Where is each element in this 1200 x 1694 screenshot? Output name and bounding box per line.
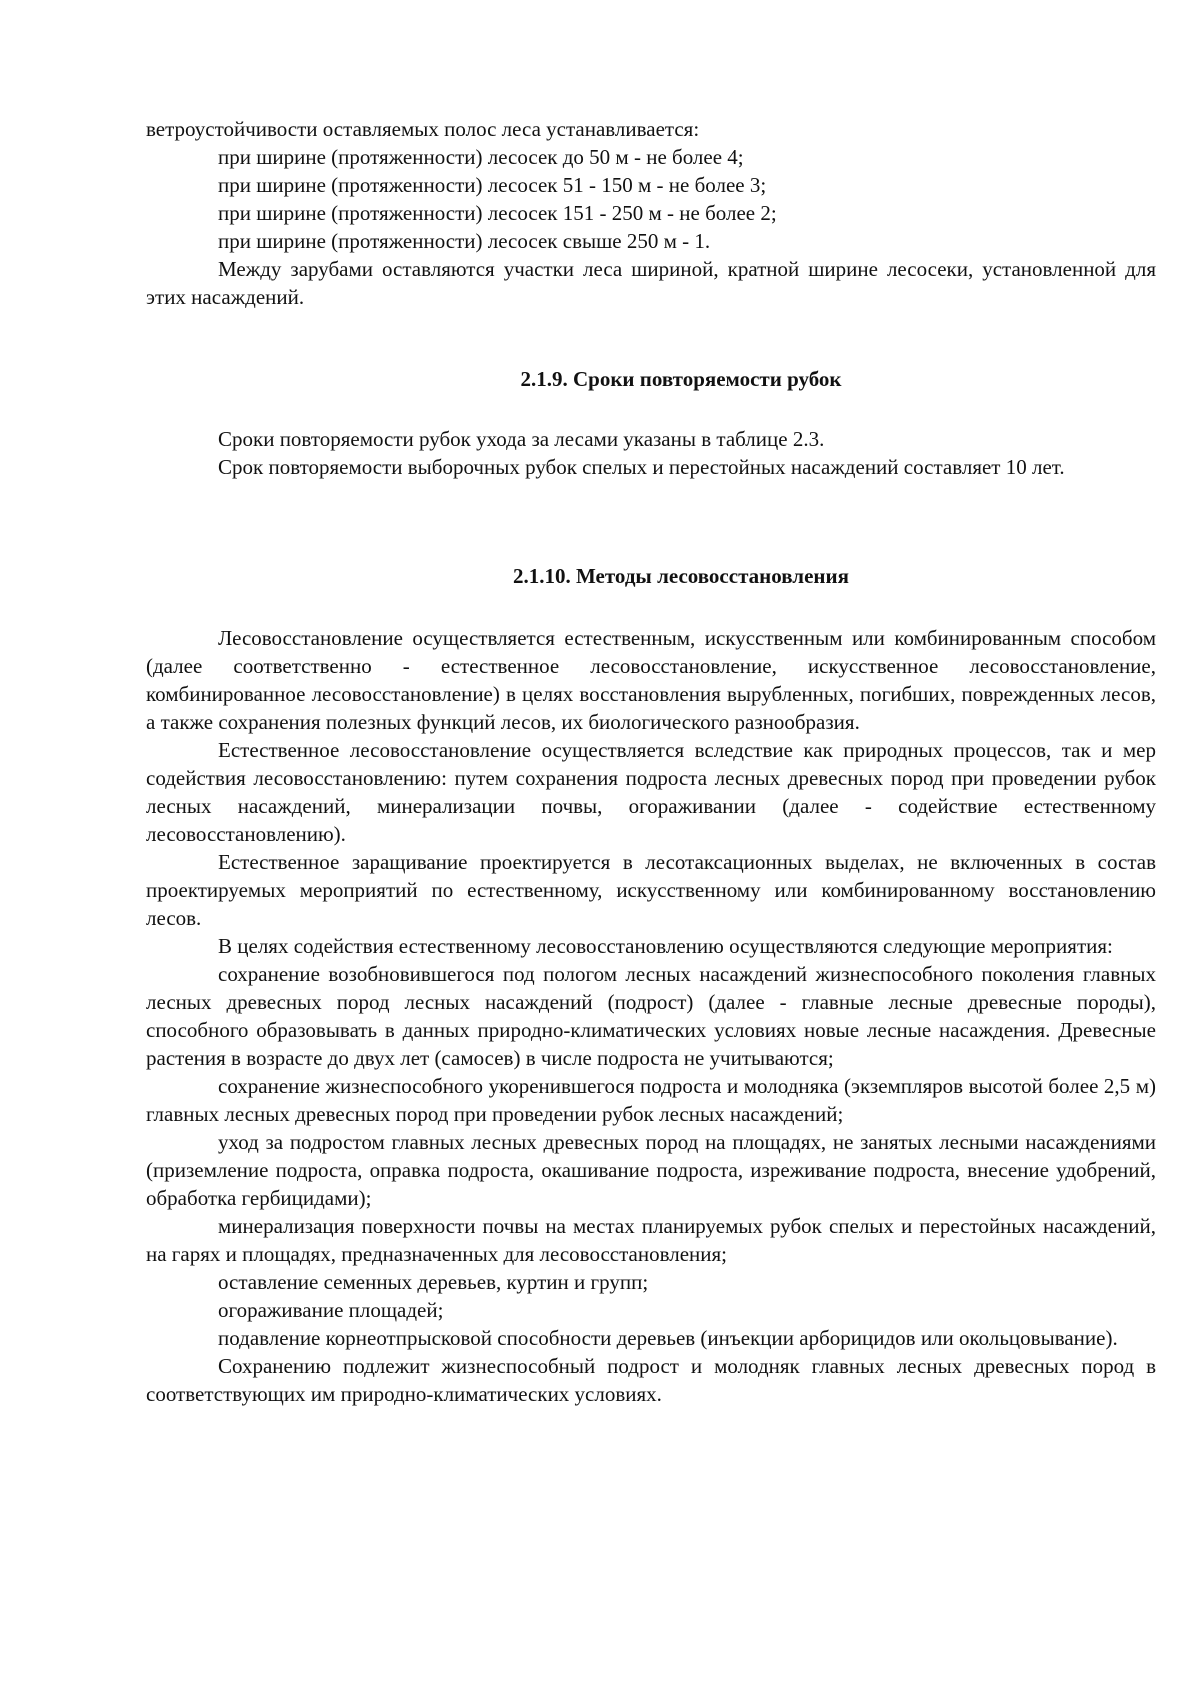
paragraph: Сохранению подлежит жизнеспособный подрост и молодняк главных лесных древесных пород в соответствующих им природно-климатических условиях. bbox=[146, 1354, 1156, 1406]
paragraph: Естественное заращивание проектируется в лесотаксационных выделах, не включенных в состав проектируемых мероприятий по естественному, искусственному или комбинированному восстановлению лесов. bbox=[146, 850, 1156, 930]
list-item: уход за подростом главных лесных древесных пород на площадях, не занятых лесными насаждениями (приземление подроста, оправка подроста, окашивание подроста, изреживание подроста, внесение удобрений, обработка гербицидами); bbox=[146, 1130, 1156, 1210]
list-item: при ширине (протяженности) лесосек 51 - 150 м - не более 3; bbox=[218, 173, 767, 197]
list-item: при ширине (протяженности) лесосек до 50 м - не более 4; bbox=[218, 145, 744, 169]
list-item: огораживание площадей; bbox=[218, 1298, 444, 1322]
list-item: минерализация поверхности почвы на местах планируемых рубок спелых и перестойных насаждений, на гарях и площадях, предназначенных для лесовосстановления; bbox=[146, 1214, 1156, 1266]
list-item: при ширине (протяженности) лесосек свыше 250 м - 1. bbox=[218, 229, 711, 253]
section-2-1-9-body bbox=[146, 425, 1156, 481]
section-heading: 2.1.9. Сроки повторяемости рубок bbox=[520, 367, 842, 391]
section-2-1-10 bbox=[146, 562, 1156, 590]
list-item: оставление семенных деревьев, куртин и групп; bbox=[218, 1270, 649, 1294]
list-item: при ширине (протяженности) лесосек 151 - 250 м - не более 2; bbox=[218, 201, 777, 225]
section-heading: 2.1.10. Методы лесовосстановления bbox=[513, 564, 849, 588]
paragraph: Естественное лесовосстановление осуществляется вследствие как природных процессов, так и мер содействия лесовосстановлению: путем сохранения подроста лесных древесных пород при проведении рубок лесных насаждений, минерализации почвы, огораживании (далее - содействие естественному лесовосстановлению). bbox=[146, 738, 1156, 846]
paragraph: Сроки повторяемости рубок ухода за лесами указаны в таблице 2.3. bbox=[218, 427, 825, 451]
paragraph: Срок повторяемости выборочных рубок спелых и перестойных насаждений составляет 10 лет. bbox=[218, 455, 1065, 479]
paragraph: В целях содействия естественному лесовосстановлению осуществляются следующие мероприятия: bbox=[218, 934, 1113, 958]
text-block-top bbox=[146, 115, 1156, 311]
section-2-1-10-body bbox=[146, 624, 1156, 1408]
list-item: сохранение жизнеспособного укоренившегося подроста и молодняка (экземпляров высотой более 2,5 м) главных лесных древесных пород при проведении рубок лесных насаждений; bbox=[146, 1074, 1156, 1126]
paragraph: ветроустойчивости оставляемых полос леса устанавливается: bbox=[146, 117, 700, 141]
list-item: сохранение возобновившегося под пологом лесных насаждений жизнеспособного поколения главных лесных древесных пород лесных насаждений (подрост) (далее - главные лесные древесные породы), способного образовывать в данных природно-климатических условиях новые лесные насаждения. Древесные растения в возрасте до двух лет (самосев) в числе подроста не учитываются; bbox=[146, 962, 1156, 1070]
paragraph: Лесовосстановление осуществляется естественным, искусственным или комбинированным способом (далее соответственно - естественное лесовосстановление, искусственное лесовосстановление, комбинированное лесовосстановление) в целях восстановления вырубленных, погибших, поврежденных лесов, а также сохранения полезных функций лесов, их биологического разнообразия. bbox=[146, 626, 1156, 734]
paragraph: Между зарубами оставляются участки леса шириной, кратной ширине лесосеки, установленной для этих насаждений. bbox=[146, 257, 1156, 309]
list-item: подавление корнеотпрысковой способности деревьев (инъекции арборицидов или окольцовывание). bbox=[218, 1326, 1118, 1350]
section-2-1-9 bbox=[146, 365, 1156, 393]
